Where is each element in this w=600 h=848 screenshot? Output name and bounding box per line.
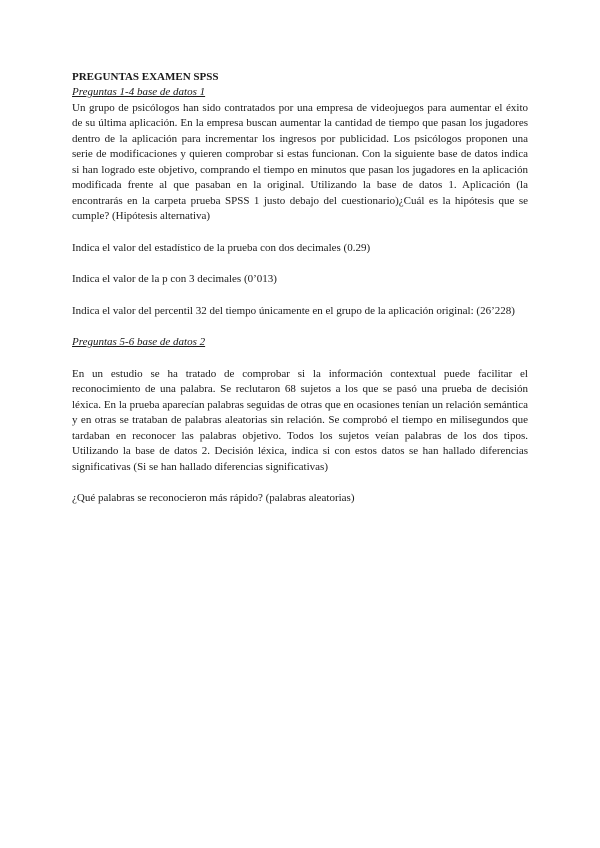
question-statistic: Indica el valor del estadístico de la prueba con dos decimales (0.29) [72, 241, 371, 254]
question-faster-words: ¿Qué palabras se reconocieron más rápido? (palabras aleatorias) [72, 492, 355, 504]
spacer [72, 225, 528, 241]
spacer [72, 256, 528, 272]
section-1-heading: Preguntas 1-4 base de datos 1 [72, 86, 206, 98]
document-body [72, 70, 528, 507]
section-1-intro-paragraph: Un grupo de psicólogos han sido contratados por una empresa de videojuegos para aumentar el éxito de su última aplicación. En la empresa buscan aumentar la cantidad de tiempo que pasan los jugadores dentro de la aplicación para incrementar los ingresos por publicidad. Los psicólogos proponen una serie de modificaciones y quieren comprobar si estas funcionan. Con la siguiente base de datos indica si han logrado este objetivo, comprando el tiempo en minutos que pasan los jugadores en la aplicación modificada frente al que pasaban en la original. Utilizando la base de datos 1. Aplicación (la encontrarás en la carpeta prueba SPSS 1 justo debajo del cuestionario)¿Cuál es la hipótesis que se cumple? (Hipótesis alternativa) [72, 101, 528, 222]
question-p-value: Indica el valor de la p con 3 decimales (0’013) [72, 273, 277, 285]
spacer [72, 288, 528, 304]
section-2-heading: Preguntas 5-6 base de datos 2 [72, 336, 206, 348]
spacer [72, 351, 528, 367]
document-title: PREGUNTAS EXAMEN SPSS [72, 71, 219, 83]
question-percentile: Indica el valor del percentil 32 del tiempo únicamente en el grupo de la aplicación original: (26’228) [72, 304, 515, 317]
spacer [72, 319, 528, 335]
section-2-intro-paragraph: En un estudio se ha tratado de comprobar si la información contextual puede facilitar el reconocimiento de una palabra. Se reclutaron 68 sujetos a los que se pasó una prueba de decisión léxica. En la prueba aparecían palabras seguidas de otras que en ocasiones tenían un relación semántica y en otras se trataban de palabras aleatorias sin relación. Se comprobó el tiempo en milisegundos que tardaban en reconocer las palabras objetivo. Todos los sujetos veían palabras de los dos tipos. Utilizando la base de datos 2. Decisión léxica, indica si con estos datos se han hallado diferencias significativas (Si se han hallado diferencias significativas) [72, 367, 528, 473]
spacer [72, 475, 528, 491]
